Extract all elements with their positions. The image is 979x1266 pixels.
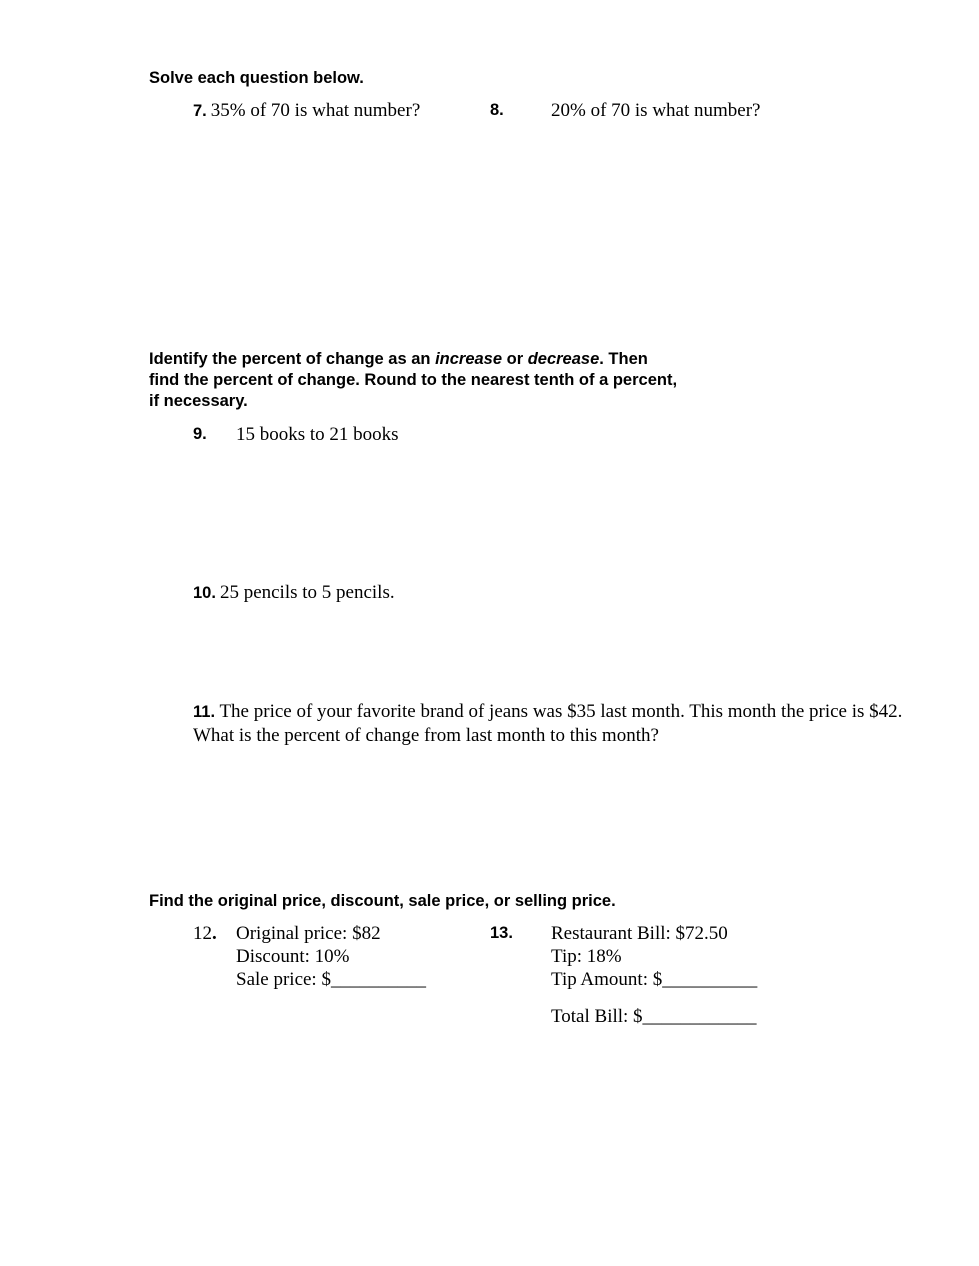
section-heading-original-price: Find the original price, discount, sale price, or selling price. (149, 892, 616, 910)
question-9-text: 15 books to 21 books (236, 424, 399, 445)
question-13-tip: Tip: 18% (551, 946, 622, 967)
question-13-number: 13. (490, 924, 513, 942)
question-13 (551, 922, 757, 1028)
question-11-line-2: What is the percent of change from last month to this month? (193, 725, 659, 746)
question-12-number: 12. (193, 923, 217, 944)
question-12-original-price: Original price: $82 (236, 923, 381, 944)
question-10-text: 25 pencils to 5 pencils. (219, 582, 395, 603)
question-13-total-bill: Total Bill: $____________ (551, 1006, 757, 1027)
question-13-tip-amount: Tip Amount: $__________ (551, 969, 758, 990)
section-heading-line-3: if necessary. (149, 392, 248, 410)
question-8-number: 8. (490, 101, 504, 119)
question-12-discount: Discount: 10% (236, 946, 350, 967)
question-7-number: 7. (193, 102, 207, 120)
question-11-number: 11. (193, 703, 216, 721)
question-9-number: 9. (193, 425, 207, 443)
section-heading-solve: Solve each question below. (149, 69, 364, 87)
question-8-text: 20% of 70 is what number? (551, 100, 761, 121)
section-heading-line-1: Identify the percent of change as an increase or decrease. Then (149, 350, 648, 368)
question-11 (193, 700, 902, 747)
section-heading-percent-change (149, 349, 677, 412)
question-13-restaurant-bill: Restaurant Bill: $72.50 (551, 923, 728, 944)
question-12-sale-price: Sale price: $__________ (236, 969, 426, 990)
question-10 (193, 581, 395, 604)
section-heading-line-2: find the percent of change. Round to the nearest tenth of a percent, (149, 371, 678, 389)
question-7-text: 35% of 70 is what number? (210, 100, 421, 121)
question-7 (193, 99, 420, 122)
question-10-number: 10. (193, 584, 216, 602)
question-12 (236, 922, 426, 991)
question-11-line-1: 11. The price of your favorite brand of jeans was $35 last month. This month the price is $42. (193, 701, 903, 722)
